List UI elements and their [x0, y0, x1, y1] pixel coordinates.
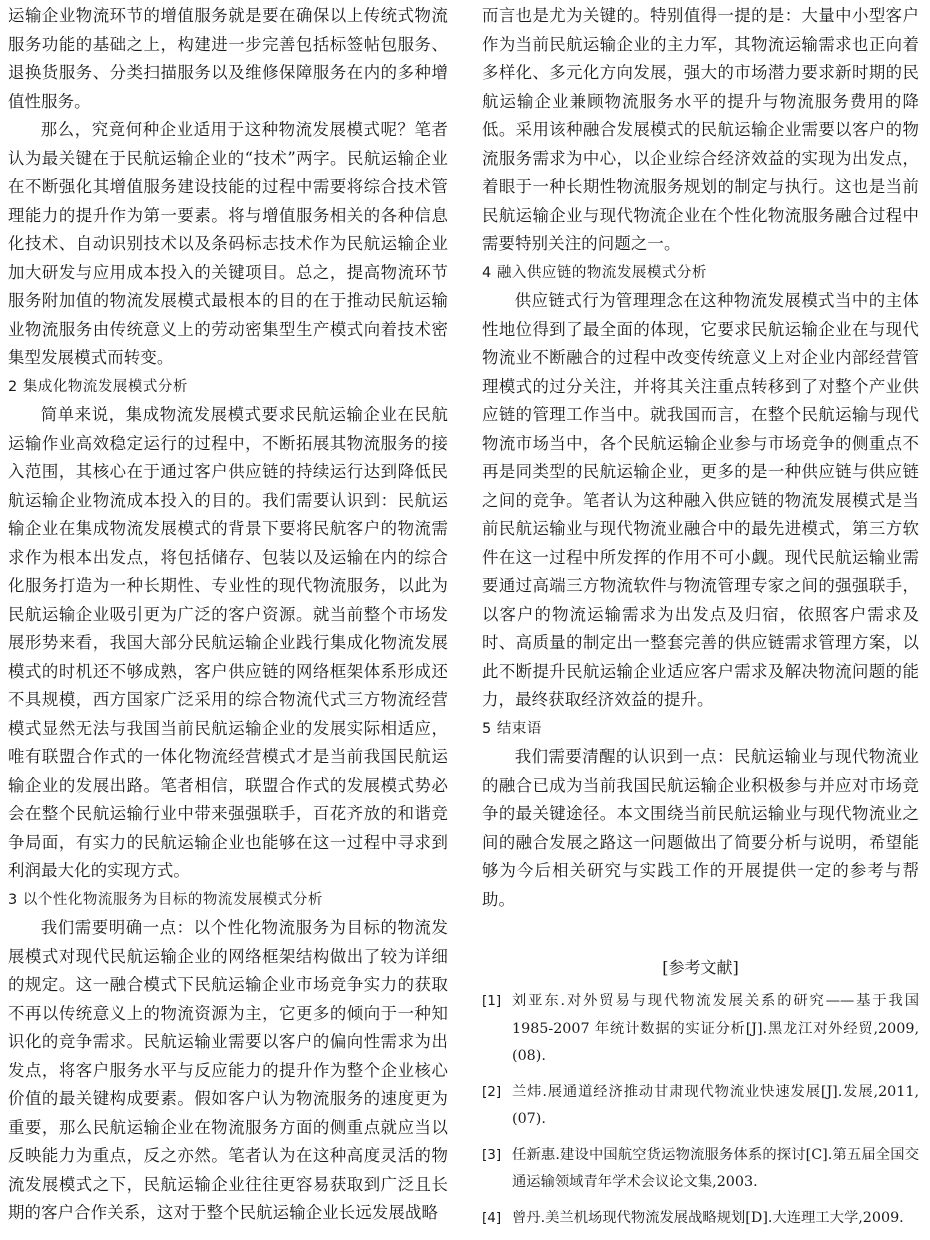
- references-title: [参考文献]: [662, 958, 739, 977]
- reference-text: 任新惠.建设中国航空货运物流服务体系的探讨[C].第五届全国交通运输领域青年学术会议论文集,2003.: [512, 1146, 919, 1190]
- right-column: [482, 2, 919, 1240]
- section-heading-4: 4 融入供应链的物流发展模式分析: [482, 264, 707, 281]
- section-heading-2: 2 集成化物流发展模式分析: [8, 378, 188, 395]
- paragraph: 供应链式行为管理理念在这种物流发展模式当中的主体性地位得到了最全面的体现，它要求民航运输企业在与现代物流业不断融合的过程中改变传统意义上对企业内部经营管理模式的过分关注，并将其关注重点转移到了对整个产业供应链的管理工作当中。就我国而言，在整个民航运输与现代物流市场当中，各个民航运输企业参与市场竞争的侧重点不再是同类型的民航运输企业，更多的是一种供应链与供应链之间的竞争。笔者认为这种融入供应链的物流发展模式是当前民航运输业与现代物流业融合中的最先进模式，第三方软件在这一过程中所发挥的作用不可小觑。现代民航运输业需要通过高端三方物流软件与物流管理专家之间的强强联手，以客户的物流运输需求为出发点及归宿，依照客户需求及时、高质量的制定出一整套完善的供应链需求管理方案，以此不断提升民航运输企业适应客户需求及解决物流问题的能力，最终获取经济效益的提升。: [482, 291, 919, 709]
- reference-text: 兰炜.展通道经济推动甘肃现代物流业快速发展[J].发展,2011,(07).: [512, 1083, 919, 1127]
- reference-item: [482, 1079, 919, 1134]
- reference-number: [3]: [482, 1146, 502, 1163]
- reference-item: [482, 988, 919, 1071]
- reference-number: [1]: [482, 993, 502, 1009]
- paragraph: 我们需要明确一点：以个性化物流服务为目标的物流发展模式对现代民航运输企业的网络框架结构做出了较为详细的规定。这一融合模式下民航运输企业市场竞争实力的获取不再以传统意义上的物流资源为主，它更多的倾向于一种知识化的竞争需求。民航运输业需要以客户的偏向性需求为出发点，将客户服务水平与反应能力的提升作为整个企业核心价值的最关键构成要素。假如客户认为物流服务的速度更为重要，那么民航运输企业在物流服务方面的侧重点就应当以反映能力为重点，反之亦然。笔者认为在这种高度灵活的物流发展模式之下，民航运输企业往往更容易获取到广泛且长期的客户合作关系，这对于整个民航运输企业长远发展战略: [8, 918, 448, 1222]
- paragraph: 运输企业物流环节的增值服务就是要在确保以上传统式物流服务功能的基础之上，构建进一步完善包括标签帖包服务、退换货服务、分类扫描服务以及维修保障服务在内的多种增值性服务。: [8, 6, 448, 111]
- section-heading-3: 3 以个性化物流服务为目标的物流发展模式分析: [8, 891, 323, 908]
- paragraph: 我们需要清醒的认识到一点：民航运输业与现代物流业的融合已成为当前我国民航运输企业积极参与并应对市场竞争的最关键途径。本文围绕当前民航运输业与现代物流业之间的融合发展之路这一问题做出了简要分析与说明，希望能够为今后相关研究与实践工作的开展提供一定的参考与帮助。: [482, 747, 919, 909]
- reference-item: [482, 1142, 919, 1197]
- references-list: [482, 988, 919, 1232]
- paragraph: 而言也是尤为关键的。特别值得一提的是：大量中小型客户作为当前民航运输企业的主力军，其物流运输需求也正向着多样化、多元化方向发展，强大的市场潜力要求新时期的民航运输企业兼顾物流服务水平的提升与物流服务费用的降低。采用该种融合发展模式的民航运输企业需要以客户的物流服务需求为中心，以企业综合经济效益的实现为出发点，着眼于一种长期性物流服务规划的制定与执行。这也是当前民航运输企业与现代物流企业在个性化物流服务融合过程中需要特别关注的问题之一。: [482, 6, 919, 253]
- paragraph: 简单来说，集成物流发展模式要求民航运输企业在民航运输作业高效稳定运行的过程中，不断拓展其物流服务的接入范围，其核心在于通过客户供应链的持续运行达到降低民航运输企业物流成本投入的目的。我们需要认识到：民航运输企业在集成物流发展模式的背景下要将民航客户的物流需求作为根本出发点，将包括储存、包装以及运输在内的综合化服务打造为一种长期性、专业性的现代物流服务，以此为民航运输企业吸引更为广泛的客户资源。就当前整个市场发展形势来看，我国大部分民航运输企业践行集成化物流发展模式的时机还不够成熟，客户供应链的网络框架体系形成还不具规模，西方国家广泛采用的综合物流代式三方物流经营模式显然无法与我国当前民航运输企业的发展实际相适应，唯有联盟合作式的一体化物流经营模式才是当前我国民航运输企业的发展出路。笔者相信，联盟合作式的发展模式势必会在整个民航运输行业中带来强强联手，百花齐放的和谐竞争局面，有实力的民航运输企业也能够在这一过程中寻求到利润最大化的实现方式。: [8, 405, 448, 880]
- reference-text: 曾丹.美兰机场现代物流发展战略规划[D].大连理工大学,2009.: [512, 1209, 904, 1226]
- reference-item: [482, 1205, 919, 1233]
- reference-text: 刘亚东.对外贸易与现代物流发展关系的研究——基于我国 1985-2007 年统计数据的实证分析[J].黑龙江对外经贸,2009,(08).: [512, 993, 919, 1064]
- paragraph: 那么，究竟何种企业适用于这种物流发展模式呢？笔者认为最关键在于民航运输企业的“技术”两字。民航运输企业在不断强化其增值服务建设技能的过程中需要将综合技术管理能力的提升作为第一要素。将与增值服务相关的各种信息化技术、自动识别技术以及条码标志技术作为民航运输企业加大研发与应用成本投入的关键项目。总之，提高物流环节服务附加值的物流发展模式最根本的目的在于推动民航运输业物流服务由传统意义上的劳动密集型生产模式向着技术密集型发展模式而转变。: [8, 120, 448, 367]
- reference-number: [4]: [482, 1209, 502, 1226]
- reference-number: [2]: [482, 1083, 502, 1100]
- left-column: [8, 2, 448, 1228]
- section-heading-5: 5 结束语: [482, 720, 542, 737]
